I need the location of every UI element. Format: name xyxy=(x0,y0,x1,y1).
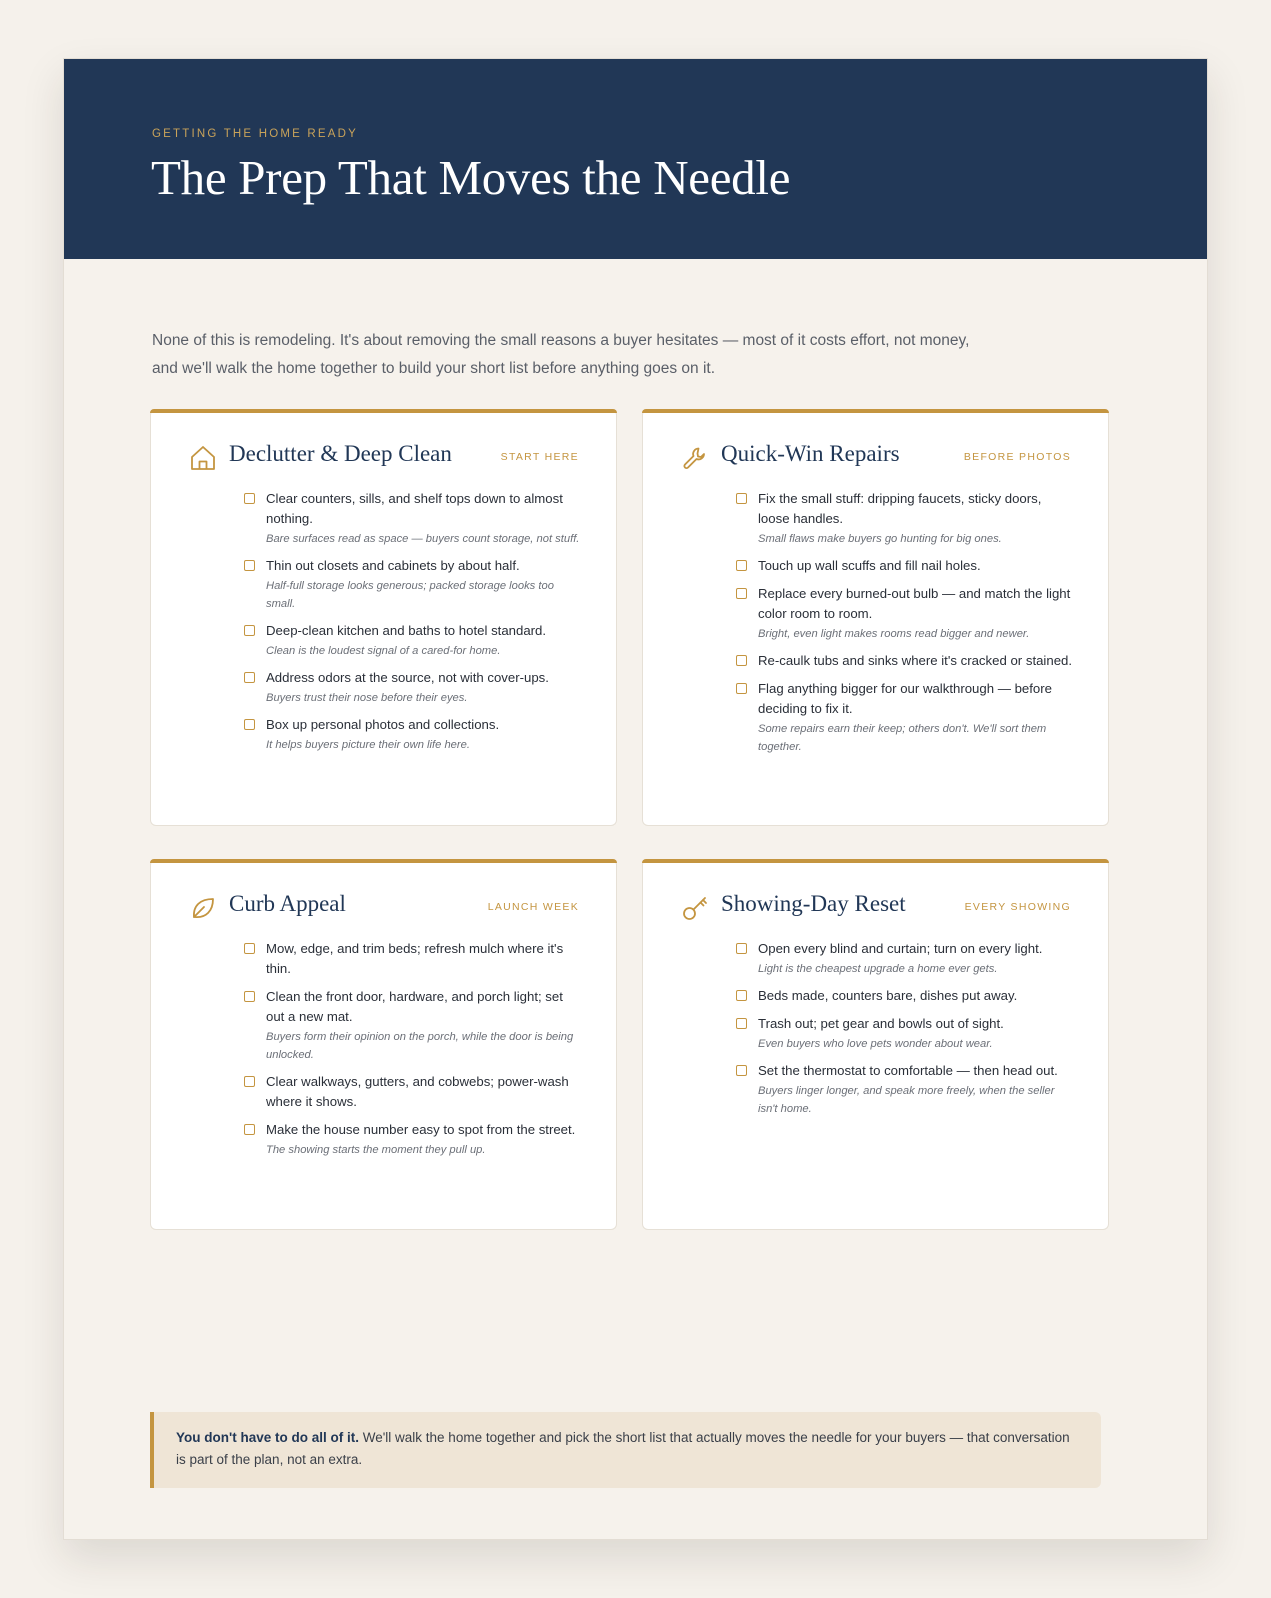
item-note: Buyers form their opinion on the porch, while the door is being unlocked. xyxy=(266,1031,574,1061)
eyebrow: GETTING THE HOME READY xyxy=(152,128,359,140)
item-note: Bright, even light makes rooms read bigger and newer. xyxy=(758,628,1030,640)
checklist-item xyxy=(244,939,582,979)
checkbox[interactable] xyxy=(736,588,747,599)
checklist-item xyxy=(736,556,1074,576)
checklist-item xyxy=(736,679,1074,756)
checkbox[interactable] xyxy=(736,990,747,1001)
checklist-item xyxy=(244,715,582,754)
item-note: Light is the cheapest upgrade a home ever gets. xyxy=(758,963,998,975)
page-sheet xyxy=(63,58,1208,1540)
item-text: Thin out closets and cabinets by about half. xyxy=(266,558,520,573)
item-text: Fix the small stuff: dripping faucets, sticky doors, loose handles. xyxy=(758,491,1042,526)
leaf-icon xyxy=(189,894,217,922)
checklist xyxy=(244,939,582,1167)
checkbox[interactable] xyxy=(244,943,255,954)
checkbox[interactable] xyxy=(244,625,255,636)
key-icon xyxy=(681,894,709,922)
checklist-item xyxy=(736,584,1074,643)
card-header xyxy=(189,891,579,921)
item-text: Clear walkways, gutters, and cobwebs; power-wash where it shows. xyxy=(266,1074,569,1109)
checklist-item xyxy=(244,987,582,1064)
card-tag: LAUNCH WEEK xyxy=(487,901,579,913)
callout-text: We'll walk the home together and pick the short list that actually moves the needle for your buyers — that conversation is part of the plan, not an extra. xyxy=(176,1430,1070,1467)
item-text: Box up personal photos and collections. xyxy=(266,717,500,732)
item-text: Trash out; pet gear and bowls out of sight. xyxy=(758,1016,1004,1031)
item-note: The showing starts the moment they pull up. xyxy=(266,1144,486,1156)
checkbox[interactable] xyxy=(244,719,255,730)
card-header xyxy=(189,441,579,471)
card-repairs xyxy=(642,409,1109,826)
item-text: Re-caulk tubs and sinks where it's cracked or stained. xyxy=(758,653,1073,668)
checklist-item xyxy=(736,1061,1074,1118)
item-note: Some repairs earn their keep; others don't. We'll sort them together. xyxy=(758,723,1047,753)
card-showing-day xyxy=(642,859,1109,1230)
item-text: Make the house number easy to spot from the street. xyxy=(266,1122,576,1137)
item-note: Buyers trust their nose before their eyes. xyxy=(266,692,468,704)
card-title: Showing-Day Reset xyxy=(721,891,906,916)
checkbox[interactable] xyxy=(244,1124,255,1135)
checklist xyxy=(244,489,582,762)
item-text: Address odors at the source, not with cover-ups. xyxy=(266,670,549,685)
checklist-item xyxy=(736,651,1074,671)
checklist-item xyxy=(244,668,582,707)
item-text: Replace every burned-out bulb — and match the light color room to room. xyxy=(758,586,1071,621)
checklist-item xyxy=(736,489,1074,548)
checkbox[interactable] xyxy=(244,1076,255,1087)
item-text: Mow, edge, and trim beds; refresh mulch where it's thin. xyxy=(266,941,564,976)
card-declutter xyxy=(150,409,617,826)
checkbox[interactable] xyxy=(244,672,255,683)
callout-note xyxy=(150,1412,1101,1488)
page-title: The Prep That Moves the Needle xyxy=(151,150,791,205)
house-icon xyxy=(189,444,217,472)
card-title: Curb Appeal xyxy=(229,891,346,916)
item-text: Clean the front door, hardware, and porch light; set out a new mat. xyxy=(266,989,563,1024)
checklist-item xyxy=(736,986,1074,1006)
checkbox[interactable] xyxy=(244,493,255,504)
card-curb-appeal xyxy=(150,859,617,1230)
item-note: Bare surfaces read as space — buyers count storage, not stuff. xyxy=(266,533,580,545)
card-tag: EVERY SHOWING xyxy=(964,901,1071,913)
item-text: Beds made, counters bare, dishes put away. xyxy=(758,988,1018,1003)
checklist-item xyxy=(736,1014,1074,1053)
checkbox[interactable] xyxy=(736,493,747,504)
checklist xyxy=(736,489,1074,764)
item-note: It helps buyers picture their own life here. xyxy=(266,739,470,751)
checklist-item xyxy=(244,556,582,613)
checkbox[interactable] xyxy=(736,560,747,571)
item-text: Touch up wall scuffs and fill nail holes. xyxy=(758,558,981,573)
checklist-item xyxy=(736,939,1074,978)
checkbox[interactable] xyxy=(736,655,747,666)
card-header xyxy=(681,891,1071,921)
checkbox[interactable] xyxy=(736,1065,747,1076)
item-text: Deep-clean kitchen and baths to hotel standard. xyxy=(266,623,547,638)
checklist xyxy=(736,939,1074,1126)
checkbox[interactable] xyxy=(736,683,747,694)
card-tag: BEFORE PHOTOS xyxy=(963,451,1071,463)
item-text: Set the thermostat to comfortable — then head out. xyxy=(758,1063,1058,1078)
item-text: Open every blind and curtain; turn on every light. xyxy=(758,941,1043,956)
card-tag: START HERE xyxy=(500,451,579,463)
checklist-item xyxy=(244,1120,582,1159)
item-text: Flag anything bigger for our walkthrough — before deciding to fix it. xyxy=(758,681,1052,716)
checkbox[interactable] xyxy=(244,560,255,571)
item-text: Clear counters, sills, and shelf tops down to almost nothing. xyxy=(266,491,563,526)
checkbox[interactable] xyxy=(736,1018,747,1029)
checklist-item xyxy=(244,489,582,548)
card-header xyxy=(681,441,1071,471)
card-title: Quick-Win Repairs xyxy=(721,441,900,466)
intro-paragraph: None of this is remodeling. It's about removing the small reasons a buyer hesitates — most of it costs effort, not money, and we'll walk the home together to build your short list before anything goes on it. xyxy=(152,332,970,377)
item-note: Half-full storage looks generous; packed storage looks too small. xyxy=(266,580,554,610)
item-note: Even buyers who love pets wonder about wear. xyxy=(758,1038,993,1050)
card-title: Declutter & Deep Clean xyxy=(229,441,452,466)
hero-banner xyxy=(64,59,1207,259)
item-note: Small flaws make buyers go hunting for big ones. xyxy=(758,533,1002,545)
checkbox[interactable] xyxy=(244,991,255,1002)
checklist-item xyxy=(244,621,582,660)
callout-bold: You don't have to do all of it. xyxy=(176,1430,359,1445)
wrench-icon xyxy=(681,444,709,472)
item-note: Clean is the loudest signal of a cared-for home. xyxy=(266,645,501,657)
item-note: Buyers linger longer, and speak more freely, when the seller isn't home. xyxy=(758,1085,1055,1115)
checklist-item xyxy=(244,1072,582,1112)
checkbox[interactable] xyxy=(736,943,747,954)
